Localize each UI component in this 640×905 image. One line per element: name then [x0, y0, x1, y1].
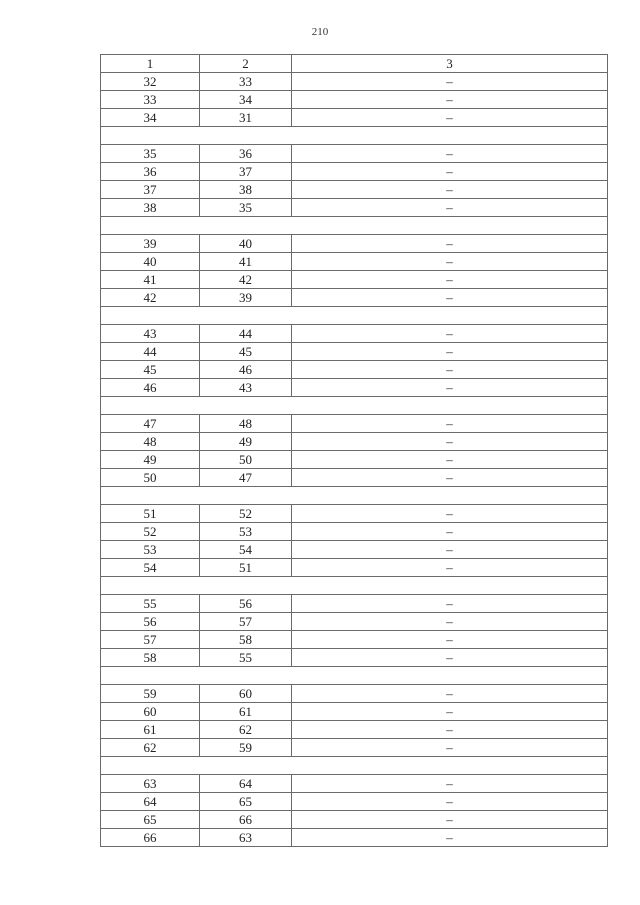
separator-cell	[101, 757, 608, 775]
table-cell-col-2: 44	[200, 325, 292, 343]
table-cell-col-2: 58	[200, 631, 292, 649]
table-cell-col-1: 35	[101, 145, 200, 163]
table-row	[101, 109, 608, 127]
table-cell-col-1: 66	[101, 829, 200, 847]
table-cell-col-2: 39	[200, 289, 292, 307]
table-cell-col-2: 37	[200, 163, 292, 181]
table-cell-col-3: –	[292, 541, 608, 559]
table-row	[101, 649, 608, 667]
group-separator-row	[101, 577, 608, 595]
separator-cell	[101, 487, 608, 505]
table-cell-col-3: –	[292, 631, 608, 649]
table-cell-col-1: 53	[101, 541, 200, 559]
table-cell-col-1: 34	[101, 109, 200, 127]
table-row	[101, 595, 608, 613]
group-separator-row	[101, 397, 608, 415]
table-cell-col-3: –	[292, 91, 608, 109]
table-row	[101, 433, 608, 451]
table-cell-col-1: 47	[101, 415, 200, 433]
table-cell-col-3: –	[292, 163, 608, 181]
table-cell-col-1: 46	[101, 379, 200, 397]
table-cell-col-3: –	[292, 415, 608, 433]
header-cell-2: 2	[200, 55, 292, 73]
group-separator-row	[101, 217, 608, 235]
table-cell-col-2: 61	[200, 703, 292, 721]
table-cell-col-1: 62	[101, 739, 200, 757]
table-cell-col-2: 62	[200, 721, 292, 739]
table-cell-col-2: 59	[200, 739, 292, 757]
table-cell-col-2: 48	[200, 415, 292, 433]
table-cell-col-1: 45	[101, 361, 200, 379]
table-cell-col-3: –	[292, 811, 608, 829]
table-cell-col-1: 51	[101, 505, 200, 523]
table-cell-col-3: –	[292, 685, 608, 703]
table-cell-col-3: –	[292, 505, 608, 523]
table-cell-col-3: –	[292, 721, 608, 739]
table-cell-col-1: 48	[101, 433, 200, 451]
table-body	[101, 55, 608, 847]
group-separator-row	[101, 307, 608, 325]
table-cell-col-1: 50	[101, 469, 200, 487]
table-row	[101, 325, 608, 343]
table-cell-col-1: 37	[101, 181, 200, 199]
table-row	[101, 541, 608, 559]
table-row	[101, 685, 608, 703]
table-row	[101, 271, 608, 289]
group-separator-row	[101, 667, 608, 685]
table-cell-col-1: 38	[101, 199, 200, 217]
table-row	[101, 343, 608, 361]
group-separator-row	[101, 487, 608, 505]
table-cell-col-3: –	[292, 181, 608, 199]
header-cell-1: 1	[101, 55, 200, 73]
table-cell-col-2: 57	[200, 613, 292, 631]
group-separator-row	[101, 127, 608, 145]
table-row	[101, 199, 608, 217]
table-cell-col-3: –	[292, 361, 608, 379]
table-cell-col-3: –	[292, 613, 608, 631]
table-cell-col-1: 64	[101, 793, 200, 811]
table-cell-col-2: 33	[200, 73, 292, 91]
table-cell-col-1: 54	[101, 559, 200, 577]
table-cell-col-3: –	[292, 829, 608, 847]
table-cell-col-1: 57	[101, 631, 200, 649]
page-number: 210	[311, 26, 329, 38]
table-cell-col-2: 42	[200, 271, 292, 289]
table-cell-col-1: 44	[101, 343, 200, 361]
table-cell-col-3: –	[292, 739, 608, 757]
table-cell-col-2: 53	[200, 523, 292, 541]
separator-cell	[101, 667, 608, 685]
table-cell-col-3: –	[292, 73, 608, 91]
table-row	[101, 91, 608, 109]
table-cell-col-3: –	[292, 433, 608, 451]
table-row	[101, 379, 608, 397]
group-separator-row	[101, 757, 608, 775]
table-row	[101, 523, 608, 541]
table-cell-col-2: 50	[200, 451, 292, 469]
table-cell-col-1: 61	[101, 721, 200, 739]
table-row	[101, 613, 608, 631]
table-cell-col-3: –	[292, 199, 608, 217]
table-cell-col-1: 52	[101, 523, 200, 541]
table-row	[101, 361, 608, 379]
table-cell-col-2: 34	[200, 91, 292, 109]
table-cell-col-2: 63	[200, 829, 292, 847]
table-cell-col-3: –	[292, 343, 608, 361]
table-cell-col-2: 49	[200, 433, 292, 451]
table-row	[101, 163, 608, 181]
table-cell-col-3: –	[292, 703, 608, 721]
header-row	[101, 55, 608, 73]
separator-cell	[101, 397, 608, 415]
table-cell-col-2: 41	[200, 253, 292, 271]
table-cell-col-2: 47	[200, 469, 292, 487]
table-cell-col-1: 39	[101, 235, 200, 253]
table-cell-col-2: 31	[200, 109, 292, 127]
table-row	[101, 793, 608, 811]
table-row	[101, 505, 608, 523]
table-row	[101, 703, 608, 721]
table-row	[101, 73, 608, 91]
table-cell-col-3: –	[292, 253, 608, 271]
table-cell-col-2: 64	[200, 775, 292, 793]
table-cell-col-1: 60	[101, 703, 200, 721]
table-cell-col-1: 59	[101, 685, 200, 703]
table-cell-col-3: –	[292, 235, 608, 253]
table-cell-col-2: 46	[200, 361, 292, 379]
table-cell-col-1: 42	[101, 289, 200, 307]
table-cell-col-1: 32	[101, 73, 200, 91]
table-cell-col-2: 36	[200, 145, 292, 163]
table-row	[101, 145, 608, 163]
table-cell-col-3: –	[292, 451, 608, 469]
table-cell-col-3: –	[292, 649, 608, 667]
table-cell-col-2: 35	[200, 199, 292, 217]
table-cell-col-3: –	[292, 559, 608, 577]
header-cell-3: 3	[292, 55, 608, 73]
table-cell-col-2: 43	[200, 379, 292, 397]
table-row	[101, 415, 608, 433]
table-row	[101, 739, 608, 757]
table-row	[101, 469, 608, 487]
table-row	[101, 559, 608, 577]
table-cell-col-1: 43	[101, 325, 200, 343]
table-cell-col-2: 45	[200, 343, 292, 361]
table-cell-col-3: –	[292, 271, 608, 289]
table-cell-col-2: 55	[200, 649, 292, 667]
table-cell-col-3: –	[292, 775, 608, 793]
table-cell-col-1: 41	[101, 271, 200, 289]
table-cell-col-1: 49	[101, 451, 200, 469]
table-cell-col-3: –	[292, 379, 608, 397]
table-cell-col-2: 40	[200, 235, 292, 253]
separator-cell	[101, 217, 608, 235]
table-row	[101, 181, 608, 199]
table-cell-col-2: 65	[200, 793, 292, 811]
separator-cell	[101, 127, 608, 145]
table-cell-col-2: 54	[200, 541, 292, 559]
separator-cell	[101, 307, 608, 325]
table-cell-col-3: –	[292, 289, 608, 307]
table-cell-col-2: 60	[200, 685, 292, 703]
table-row	[101, 289, 608, 307]
table-cell-col-2: 56	[200, 595, 292, 613]
table-cell-col-1: 33	[101, 91, 200, 109]
table-cell-col-1: 65	[101, 811, 200, 829]
table-cell-col-1: 55	[101, 595, 200, 613]
table-cell-col-2: 52	[200, 505, 292, 523]
table-row	[101, 235, 608, 253]
table-cell-col-1: 40	[101, 253, 200, 271]
table-cell-col-1: 36	[101, 163, 200, 181]
table-row	[101, 775, 608, 793]
table-cell-col-3: –	[292, 145, 608, 163]
table-row	[101, 811, 608, 829]
data-table	[100, 54, 608, 847]
table-cell-col-1: 56	[101, 613, 200, 631]
table-cell-col-1: 63	[101, 775, 200, 793]
table-cell-col-3: –	[292, 469, 608, 487]
table-row	[101, 631, 608, 649]
table-row	[101, 829, 608, 847]
table-cell-col-2: 66	[200, 811, 292, 829]
table-cell-col-3: –	[292, 523, 608, 541]
table-row	[101, 253, 608, 271]
table-cell-col-2: 51	[200, 559, 292, 577]
separator-cell	[101, 577, 608, 595]
table-row	[101, 451, 608, 469]
table-cell-col-1: 58	[101, 649, 200, 667]
table-cell-col-3: –	[292, 793, 608, 811]
table-row	[101, 721, 608, 739]
table-cell-col-3: –	[292, 109, 608, 127]
table-cell-col-3: –	[292, 325, 608, 343]
table-cell-col-3: –	[292, 595, 608, 613]
table-cell-col-2: 38	[200, 181, 292, 199]
